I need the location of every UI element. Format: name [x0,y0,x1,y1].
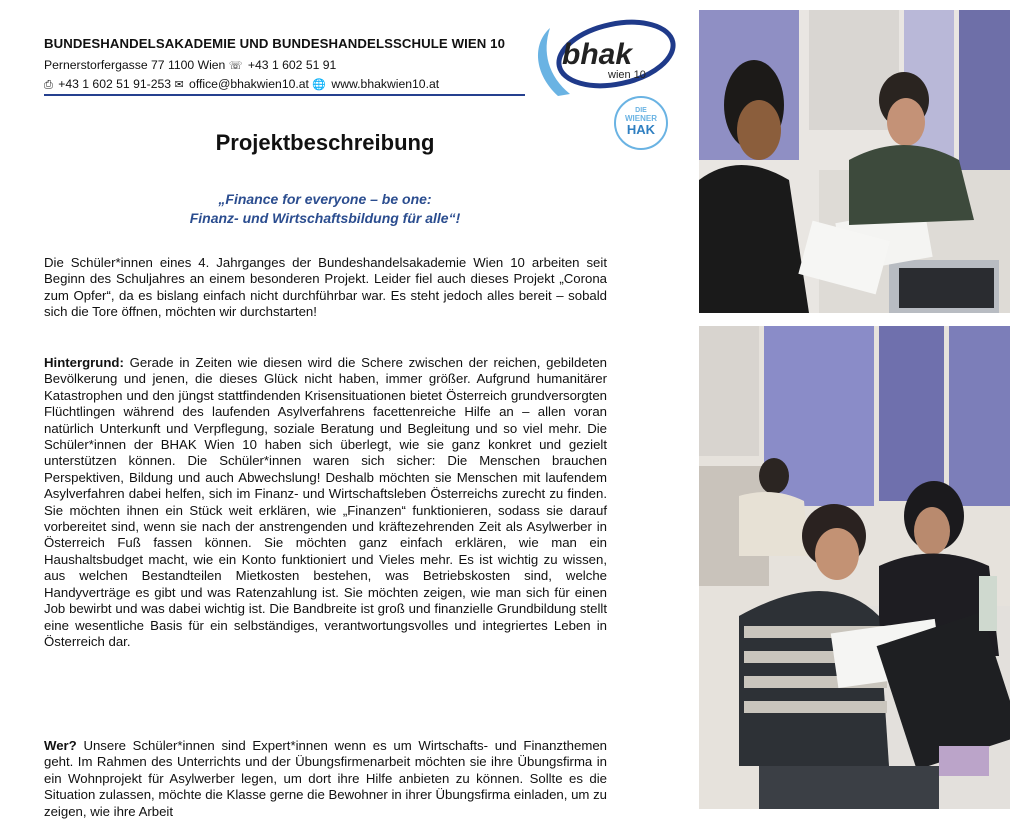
who-label: Wer? [44,738,77,753]
globe-icon: 🌐 [312,79,327,91]
photo-students-reading [699,10,1010,313]
who-text: Unsere Schüler*innen sind Expert*innen wenn es um Wirtschafts- und Finanzthemen geht. Im Rahmen des Unterrichts und der Übungsfirmenarbeit möchten sie ihre Übungsfirma in ein Wohnprojekt für Asylwerber legen, um dort ihre Hilfe anbieten zu können. Sollte es die Situation zulassen, möchte die Klasse gerne die Bewohner in ihrer Übungsfirma einladen, um zu zeigen, wie ihre Arbeit [44,738,607,819]
intro-paragraph: Die Schüler*innen eines 4. Jahrganges der Bundeshandelsakademie Wien 10 arbeiten seit Beginn des Schuljahres an einem besonderen Projekt. Leider fiel auch dieses Projekt „Corona zum Opfer“, da es bislang einfach nicht durchführbar war. Es steht jedoch alles bereit – sobald sich die Tore öffnen, möchten wir durchstarten! [44,255,607,320]
address-line [44,58,336,72]
background-paragraph [44,355,607,650]
who-paragraph [44,738,607,819]
school-name: BUNDESHANDELSAKADEMIE UND BUNDESHANDELSSCHULE WIEN 10 [44,36,506,51]
project-subtitle [0,190,650,228]
phone-icon: ☏ [228,60,243,72]
website-link[interactable]: www.bhakwien10.at [331,77,440,91]
page-title: Projektbeschreibung [215,130,435,155]
logo-sub: wien 10 [608,69,646,81]
background-text: Gerade in Zeiten wie diesen wird die Schere zwischen der reichen, gebildeten Bevölkerung und jenen, die dieses Glück nicht haben, immer größer. Aufgrund humanitärer Katastrophen und den jüngst stattfindenden Krisensituationen bietet Österreich grundversorgten Flüchtlingen während des laufenden Asylverfahrens facettenreiche Hilfe an – allen voran natürlich Unterkunft und Verpflegung, soziale Beratung und Begleitung und so viel mehr. Die Schüler*innen der BHAK Wien 10 haben sich überlegt, wie sie ganz konkret und gezielt unterstützen können. Die Schüler*innen waren sich sicher: Die Menschen brauchen Perspektiven, Bildung und auch Abwechslung! Deshalb möchten sie Menschen mit laufendem Asylverfahren dabei helfen, sich im Finanz- und Wirtschaftsleben Österreichs zurecht zu finden. Sie möchten ihnen ein Stück weit erklären, wie „Finanzen“ funktionieren, sodass sie darauf vorbereitet sind, wenn sie nach der anstrengenden und kräftezehrenden Zeit als Asylwerber in Österreich Fuß fassen können. Sie möchten ganz einfach erklären, wie man ein Haushaltsbudget macht, wie ein Konto funktioniert und Vieles mehr. Es ist wichtig zu wissen, aus welchen Bestandteilen Mietkosten bestehen, was Betriebskosten sind, welche Handyverträge es gibt und was Ratenzahlung ist. Sie möchten zeigen, wie man sich für einen Job bewirbt und was dabei wichtig ist. Die Bandbreite ist groß und finanzielle Grundbildung stellt eine wesentliche Basis für ein selbständiges, verantwortungsvolles und integriertes Leben in Österreich dar. [44,355,607,649]
mail-icon: ✉ [174,79,184,91]
header-rule [44,94,525,96]
photo-students-laptop [699,326,1010,809]
svg-text:HAK: HAK [626,122,656,137]
background-label: Hintergrund: [44,355,124,370]
fax-number: +43 1 602 51 91-253 [58,77,172,91]
contact-line [44,77,439,92]
email-link[interactable]: office@bhakwien10.at [189,77,309,91]
svg-text:DIE: DIE [635,107,647,114]
logo-brand: bhak [562,38,633,71]
street-address: Pernerstorfergasse 77 1100 Wien [44,58,226,72]
fax-icon: ⎙ [44,79,53,91]
phone-number: +43 1 602 51 91 [247,58,337,72]
subtitle-line-2: Finanz- und Wirtschaftsbildung für alle“! [189,210,461,226]
svg-text:WIENER: WIENER [625,114,657,123]
subtitle-line-1: „Finance for everyone – be one: [218,191,432,207]
